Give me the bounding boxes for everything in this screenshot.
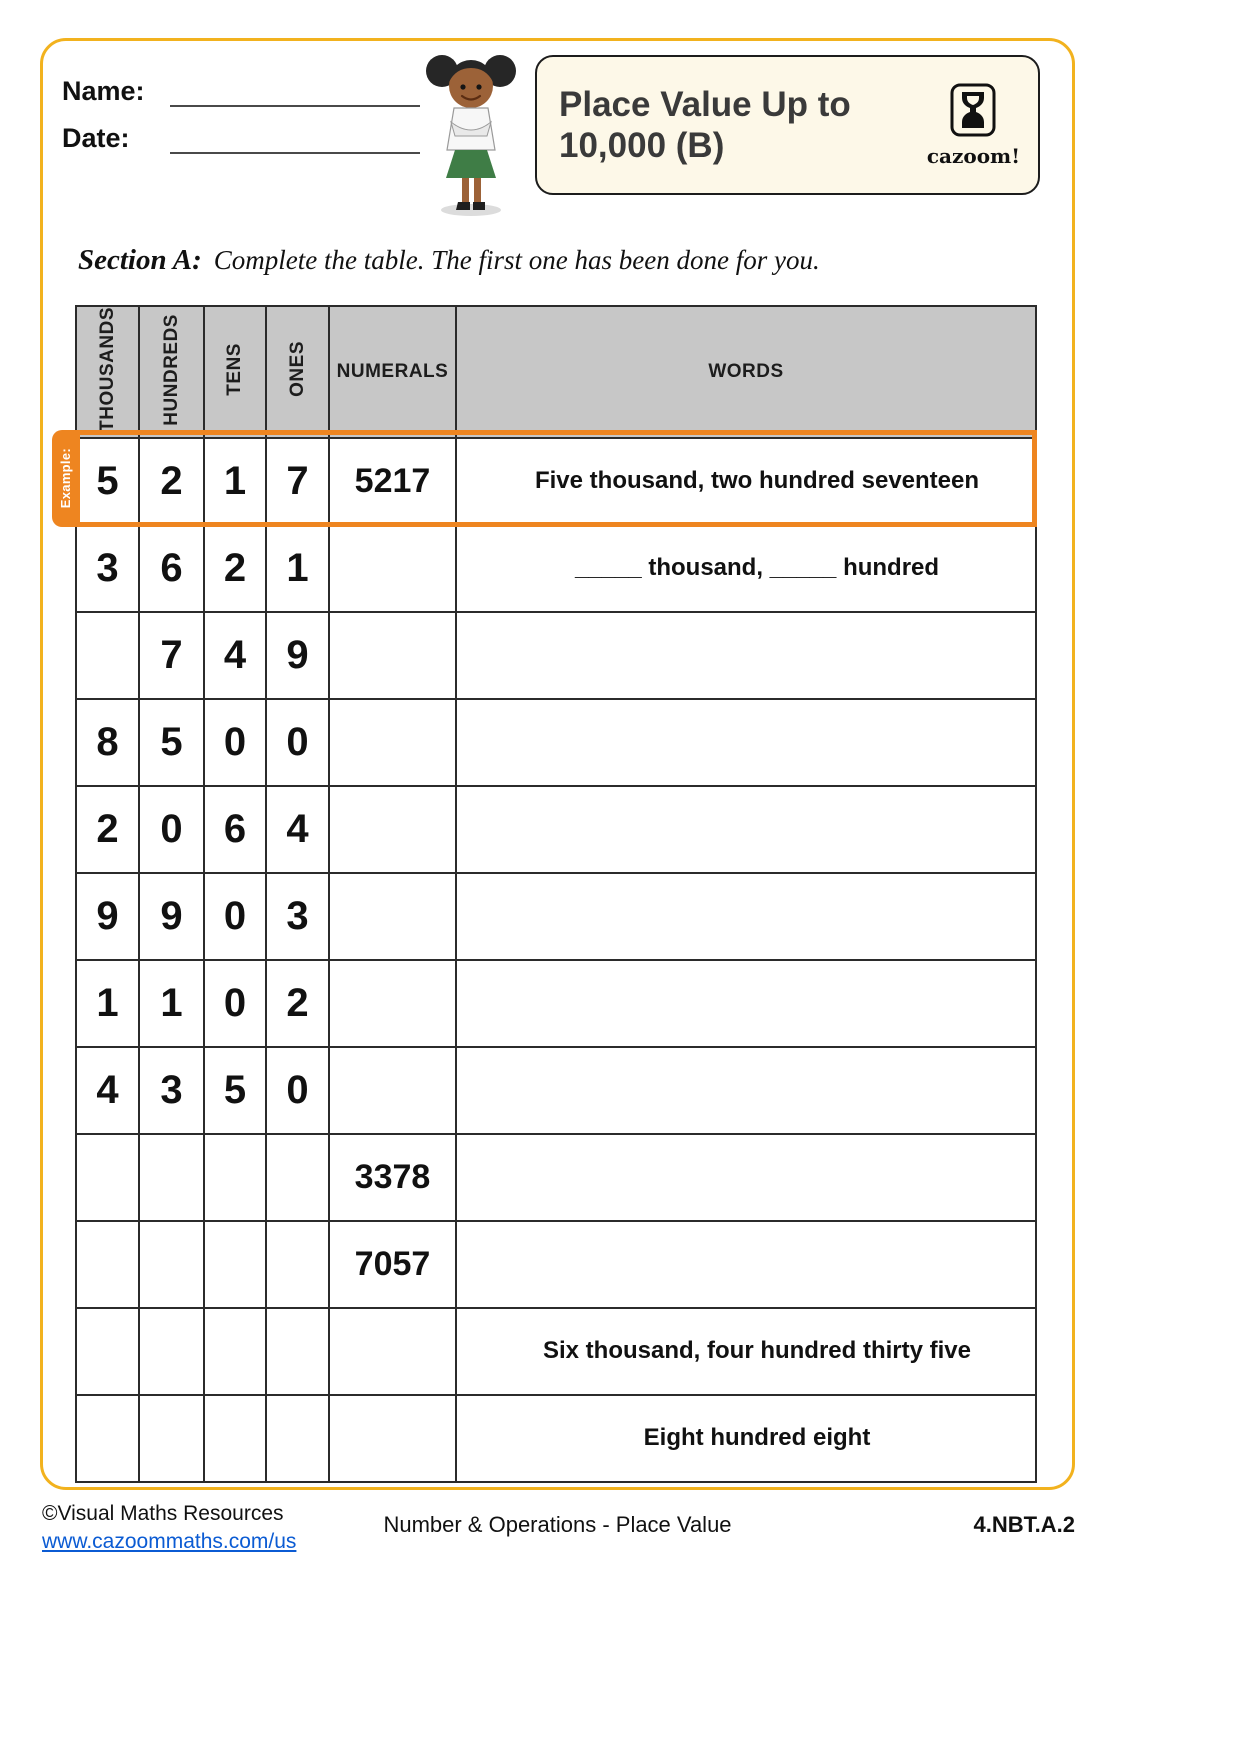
cell-thousands	[76, 612, 139, 699]
header-thousands: THOUSANDS	[76, 306, 139, 438]
cell-ones: 2	[266, 960, 329, 1047]
date-label: Date:	[62, 123, 130, 153]
cell-hundreds	[139, 1308, 204, 1395]
table-row	[76, 1308, 1036, 1395]
section-a-instructions: Complete the table. The first one has been done for you.	[213, 245, 820, 275]
cell-words	[456, 960, 1036, 1047]
cell-hundreds: 6	[139, 525, 204, 612]
table-row	[76, 612, 1036, 699]
cell-thousands	[76, 1221, 139, 1308]
cell-words	[456, 612, 1036, 699]
cell-hundreds	[139, 1134, 204, 1221]
table-row	[76, 525, 1036, 612]
header-ones: ONES	[266, 306, 329, 438]
cell-hundreds	[139, 1221, 204, 1308]
cazoom-logo	[927, 83, 1020, 168]
name-row	[62, 76, 420, 107]
example-tab-label: Example:	[58, 448, 73, 509]
name-date-block	[62, 76, 420, 170]
table-row	[76, 873, 1036, 960]
section-a-label: Section A:	[78, 244, 202, 276]
cell-ones: 0	[266, 699, 329, 786]
cell-words: Six thousand, four hundred thirty five	[456, 1308, 1036, 1395]
footer-standard-code: 4.NBT.A.2	[973, 1512, 1075, 1537]
cell-tens: 2	[204, 525, 266, 612]
cell-tens: 0	[204, 960, 266, 1047]
cell-numerals	[329, 612, 456, 699]
cell-ones: 4	[266, 786, 329, 873]
cell-numerals	[329, 1395, 456, 1482]
cell-thousands	[76, 1134, 139, 1221]
cell-thousands: 1	[76, 960, 139, 1047]
header-hundreds: HUNDREDS	[139, 306, 204, 438]
cell-numerals	[329, 960, 456, 1047]
worksheet-title	[559, 84, 899, 167]
place-value-table	[75, 305, 1037, 1483]
table-row	[76, 1221, 1036, 1308]
example-tab	[52, 430, 79, 527]
cell-ones: 9	[266, 612, 329, 699]
cell-thousands	[76, 1308, 139, 1395]
table-row	[76, 1047, 1036, 1134]
cell-tens	[204, 1308, 266, 1395]
cazoom-logo-text: cazoom!	[926, 143, 1020, 168]
cell-numerals	[329, 873, 456, 960]
cell-words: Five thousand, two hundred seventeen	[456, 438, 1036, 525]
cell-ones	[266, 1395, 329, 1482]
cell-tens	[204, 1221, 266, 1308]
cell-numerals: 7057	[329, 1221, 456, 1308]
name-label: Name:	[62, 76, 145, 106]
cell-words	[456, 1221, 1036, 1308]
table-row	[76, 699, 1036, 786]
cell-tens: 4	[204, 612, 266, 699]
cell-tens: 5	[204, 1047, 266, 1134]
footer-copyright: ©Visual Maths Resources	[42, 1502, 284, 1525]
cell-thousands	[76, 1395, 139, 1482]
footer-center-text: Number & Operations - Place Value	[383, 1512, 732, 1537]
cell-tens: 0	[204, 873, 266, 960]
title-box	[535, 55, 1040, 195]
date-underline	[170, 124, 420, 154]
cell-words	[456, 1047, 1036, 1134]
cell-numerals: 5217	[329, 438, 456, 525]
cell-hundreds	[139, 1395, 204, 1482]
cell-numerals	[329, 1308, 456, 1395]
cell-ones: 0	[266, 1047, 329, 1134]
table-body	[76, 438, 1036, 1482]
cell-ones	[266, 1308, 329, 1395]
cell-thousands: 5	[76, 438, 139, 525]
example-row	[76, 438, 1036, 525]
cell-tens	[204, 1134, 266, 1221]
cell-words	[456, 873, 1036, 960]
cell-ones: 3	[266, 873, 329, 960]
cazoom-logo-icon	[950, 83, 996, 137]
cell-hundreds: 3	[139, 1047, 204, 1134]
cell-words: _____ thousand, _____ hundred	[456, 525, 1036, 612]
cell-thousands: 4	[76, 1047, 139, 1134]
cell-tens: 1	[204, 438, 266, 525]
cell-tens	[204, 1395, 266, 1482]
cell-thousands: 8	[76, 699, 139, 786]
cell-hundreds: 1	[139, 960, 204, 1047]
cell-tens: 0	[204, 699, 266, 786]
table-header-row	[76, 306, 1036, 438]
girl-character-illustration	[416, 46, 526, 218]
cell-numerals	[329, 699, 456, 786]
worksheet-title-line-1: Place Value Up to	[559, 84, 851, 124]
cell-ones	[266, 1134, 329, 1221]
header-numerals: NUMERALS	[329, 306, 456, 438]
cell-numerals	[329, 525, 456, 612]
date-row	[62, 123, 420, 154]
cell-numerals: 3378	[329, 1134, 456, 1221]
cell-words	[456, 699, 1036, 786]
cell-words: Eight hundred eight	[456, 1395, 1036, 1482]
cell-thousands: 2	[76, 786, 139, 873]
cell-ones: 1	[266, 525, 329, 612]
header-tens: TENS	[204, 306, 266, 438]
cell-thousands: 3	[76, 525, 139, 612]
cell-hundreds: 2	[139, 438, 204, 525]
table-row	[76, 786, 1036, 873]
cell-hundreds: 5	[139, 699, 204, 786]
cell-ones	[266, 1221, 329, 1308]
cell-numerals	[329, 1047, 456, 1134]
cell-hundreds: 9	[139, 873, 204, 960]
section-a-heading	[78, 244, 820, 277]
table-row	[76, 960, 1036, 1047]
cell-words	[456, 786, 1036, 873]
cell-tens: 6	[204, 786, 266, 873]
cell-thousands: 9	[76, 873, 139, 960]
cell-hundreds: 7	[139, 612, 204, 699]
table-row	[76, 1134, 1036, 1221]
header-words: WORDS	[456, 306, 1036, 438]
cell-numerals	[329, 786, 456, 873]
name-underline	[170, 77, 420, 107]
cell-words	[456, 1134, 1036, 1221]
cell-hundreds: 0	[139, 786, 204, 873]
table-row	[76, 1395, 1036, 1482]
footer-url-link[interactable]: www.cazoommaths.com/us	[42, 1530, 297, 1554]
worksheet-title-line-2: 10,000 (B)	[559, 126, 725, 165]
cell-ones: 7	[266, 438, 329, 525]
